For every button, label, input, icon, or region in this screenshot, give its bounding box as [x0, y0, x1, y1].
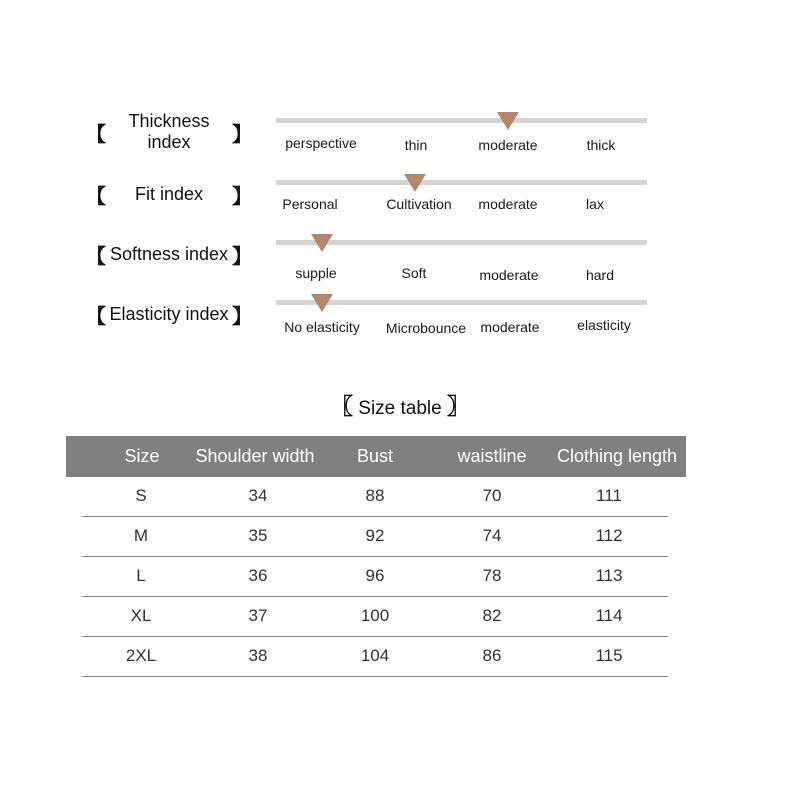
cell-waistline: 74	[482, 526, 502, 545]
cell-waistline: 86	[482, 646, 502, 665]
header-clothing-length: Clothing length	[556, 446, 678, 466]
index-label	[86, 180, 252, 208]
title-bracket-close: 〗	[447, 394, 470, 419]
option-label: Microbounce	[385, 320, 467, 336]
table-row	[0, 477, 800, 517]
cell-size: 2XL	[125, 646, 157, 665]
index-track	[276, 240, 647, 245]
index-row-fit	[0, 180, 800, 240]
bracket-close: 】	[232, 123, 252, 146]
option-label: lax	[586, 196, 604, 212]
cell-waistline: 70	[482, 486, 502, 505]
index-row-elasticity	[0, 300, 800, 360]
level-marker-icon	[311, 294, 333, 312]
option-label: thick	[586, 137, 616, 153]
index-label	[86, 300, 252, 328]
cell-size: M	[133, 526, 149, 545]
index-row-softness	[0, 240, 800, 300]
cell-waistline: 82	[482, 606, 502, 625]
cell-shoulder-width: 35	[248, 526, 268, 545]
option-label: supple	[295, 265, 337, 281]
elasticity-index-label: Elasticity index	[109, 303, 229, 324]
option-label: elasticity	[577, 317, 631, 333]
level-marker-icon	[311, 234, 333, 252]
cell-clothing-length: 112	[595, 526, 623, 545]
cell-shoulder-width: 37	[248, 606, 268, 625]
cell-shoulder-width: 38	[248, 646, 268, 665]
cell-bust: 88	[365, 486, 385, 505]
option-label: hard	[585, 267, 615, 283]
title-bracket-open: 〖	[330, 394, 353, 419]
option-label: perspective	[285, 135, 357, 151]
size-table-title-text: Size table	[358, 398, 442, 419]
cell-size: S	[135, 486, 147, 505]
option-label: thin	[404, 137, 428, 153]
cell-shoulder-width: 34	[248, 486, 268, 505]
option-label: No elasticity	[284, 319, 360, 335]
index-label	[86, 240, 252, 268]
cell-bust: 100	[360, 606, 390, 625]
option-label: Soft	[401, 265, 427, 281]
row-divider	[82, 676, 668, 677]
cell-clothing-length: 113	[595, 566, 623, 585]
option-label: Personal	[282, 196, 338, 212]
softness-index-label: Softness index	[109, 243, 229, 264]
index-label	[86, 111, 252, 152]
cell-waistline: 78	[482, 566, 502, 585]
option-label: moderate	[480, 319, 540, 335]
index-track	[276, 300, 647, 305]
option-label: moderate	[478, 137, 538, 153]
table-row	[0, 637, 800, 677]
size-table-title	[0, 390, 800, 421]
bracket-open: 【	[86, 185, 106, 208]
header-waistline: waistline	[457, 446, 527, 466]
table-header	[66, 436, 686, 477]
bracket-close: 】	[232, 245, 252, 268]
level-marker-icon	[404, 174, 426, 192]
option-label: moderate	[479, 267, 539, 283]
cell-clothing-length: 114	[595, 606, 623, 625]
table-row	[0, 557, 800, 597]
option-label: Cultivation	[386, 196, 452, 212]
level-marker-icon	[497, 112, 519, 130]
table-row	[0, 597, 800, 637]
option-label: moderate	[478, 196, 538, 212]
bracket-open: 【	[86, 245, 106, 268]
bracket-open: 【	[86, 123, 106, 146]
header-shoulder-width: Shoulder width	[195, 446, 315, 466]
bracket-close: 】	[232, 305, 252, 328]
cell-clothing-length: 111	[596, 486, 622, 505]
header-bust: Bust	[356, 446, 394, 466]
index-track	[276, 118, 647, 123]
bracket-close: 】	[232, 185, 252, 208]
header-size: Size	[124, 446, 160, 466]
cell-clothing-length: 115	[595, 646, 623, 665]
cell-shoulder-width: 36	[248, 566, 268, 585]
cell-bust: 104	[360, 646, 390, 665]
cell-size: L	[136, 566, 146, 585]
fit-index-label: Fit index	[134, 183, 204, 204]
index-row-thickness	[0, 111, 800, 178]
cell-bust: 92	[365, 526, 385, 545]
index-track	[276, 180, 647, 185]
cell-bust: 96	[365, 566, 385, 585]
bracket-open: 【	[86, 305, 106, 328]
thickness-index-label: Thickness index	[128, 111, 210, 152]
table-row	[0, 517, 800, 557]
cell-size: XL	[130, 606, 152, 625]
